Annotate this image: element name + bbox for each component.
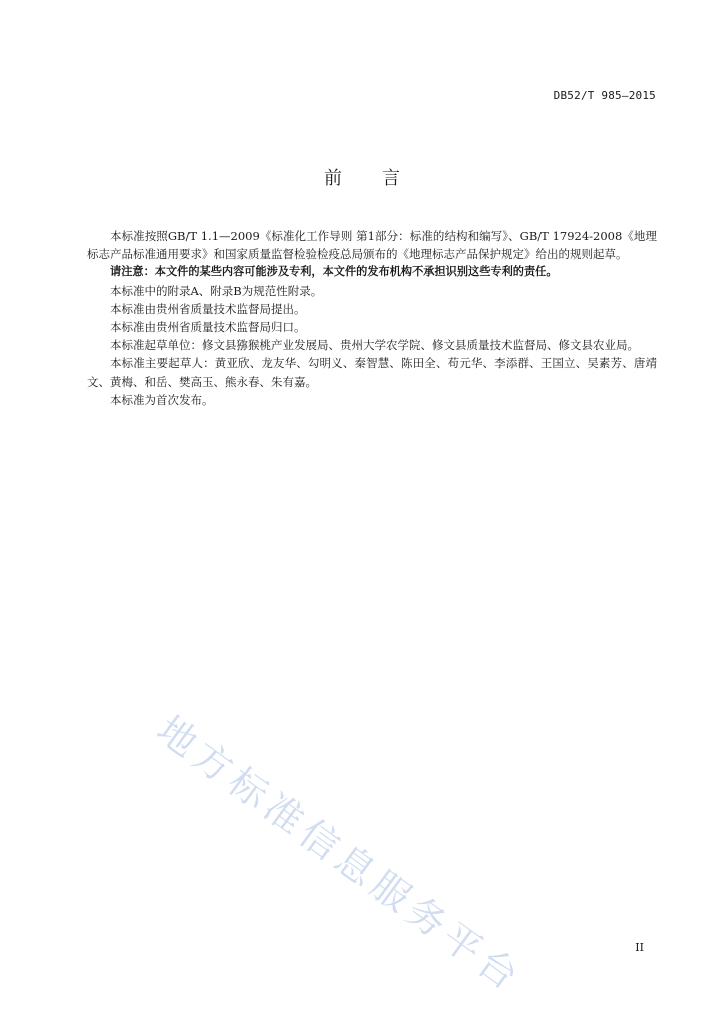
page-title: 前言: [324, 168, 440, 189]
page-number: II: [635, 941, 644, 954]
paragraph-proposed-by: 本标准由贵州省质量技术监督局提出。: [110, 301, 306, 316]
paragraph-drafters: 本标准主要起草人：黄亚欣、龙友华、勾明义、秦智慧、陈田全、苟元华、李添群、王国立、吴素芳、唐靖文、黄梅、和岳、樊高玉、熊永春、朱有嘉。: [87, 356, 657, 389]
paragraph-patent-notice: 请注意：本文件的某些内容可能涉及专利，本文件的发布机构不承担识别这些专利的责任。: [110, 265, 558, 279]
paragraph-managed-by: 本标准由贵州省质量技术监督局归口。: [110, 320, 306, 335]
foreword-body: [87, 227, 657, 409]
paragraph-first-release: 本标准为首次发布。: [110, 392, 214, 407]
watermark-text: 地方标准信息服务平台: [148, 707, 531, 1002]
paragraph-drafting-rules: 本标准按照GB/T 1.1—2009《标准化工作导则 第1部分：标准的结构和编写》、GB/T 17924-2008《地理标志产品标准通用要求》和国家质量监督检验检疫总局颁布的《地理标志产品保护规定》给出的规则起草。: [87, 229, 657, 262]
paragraph-appendix: 本标准中的附录A、附录B为规范性附录。: [110, 283, 323, 298]
paragraph-drafting-units: 本标准起草单位：修文县猕猴桃产业发展局、贵州大学农学院、修文县质量技术监督局、修文县农业局。: [110, 338, 639, 353]
document-code: DB52/T 985—2015: [553, 89, 656, 102]
